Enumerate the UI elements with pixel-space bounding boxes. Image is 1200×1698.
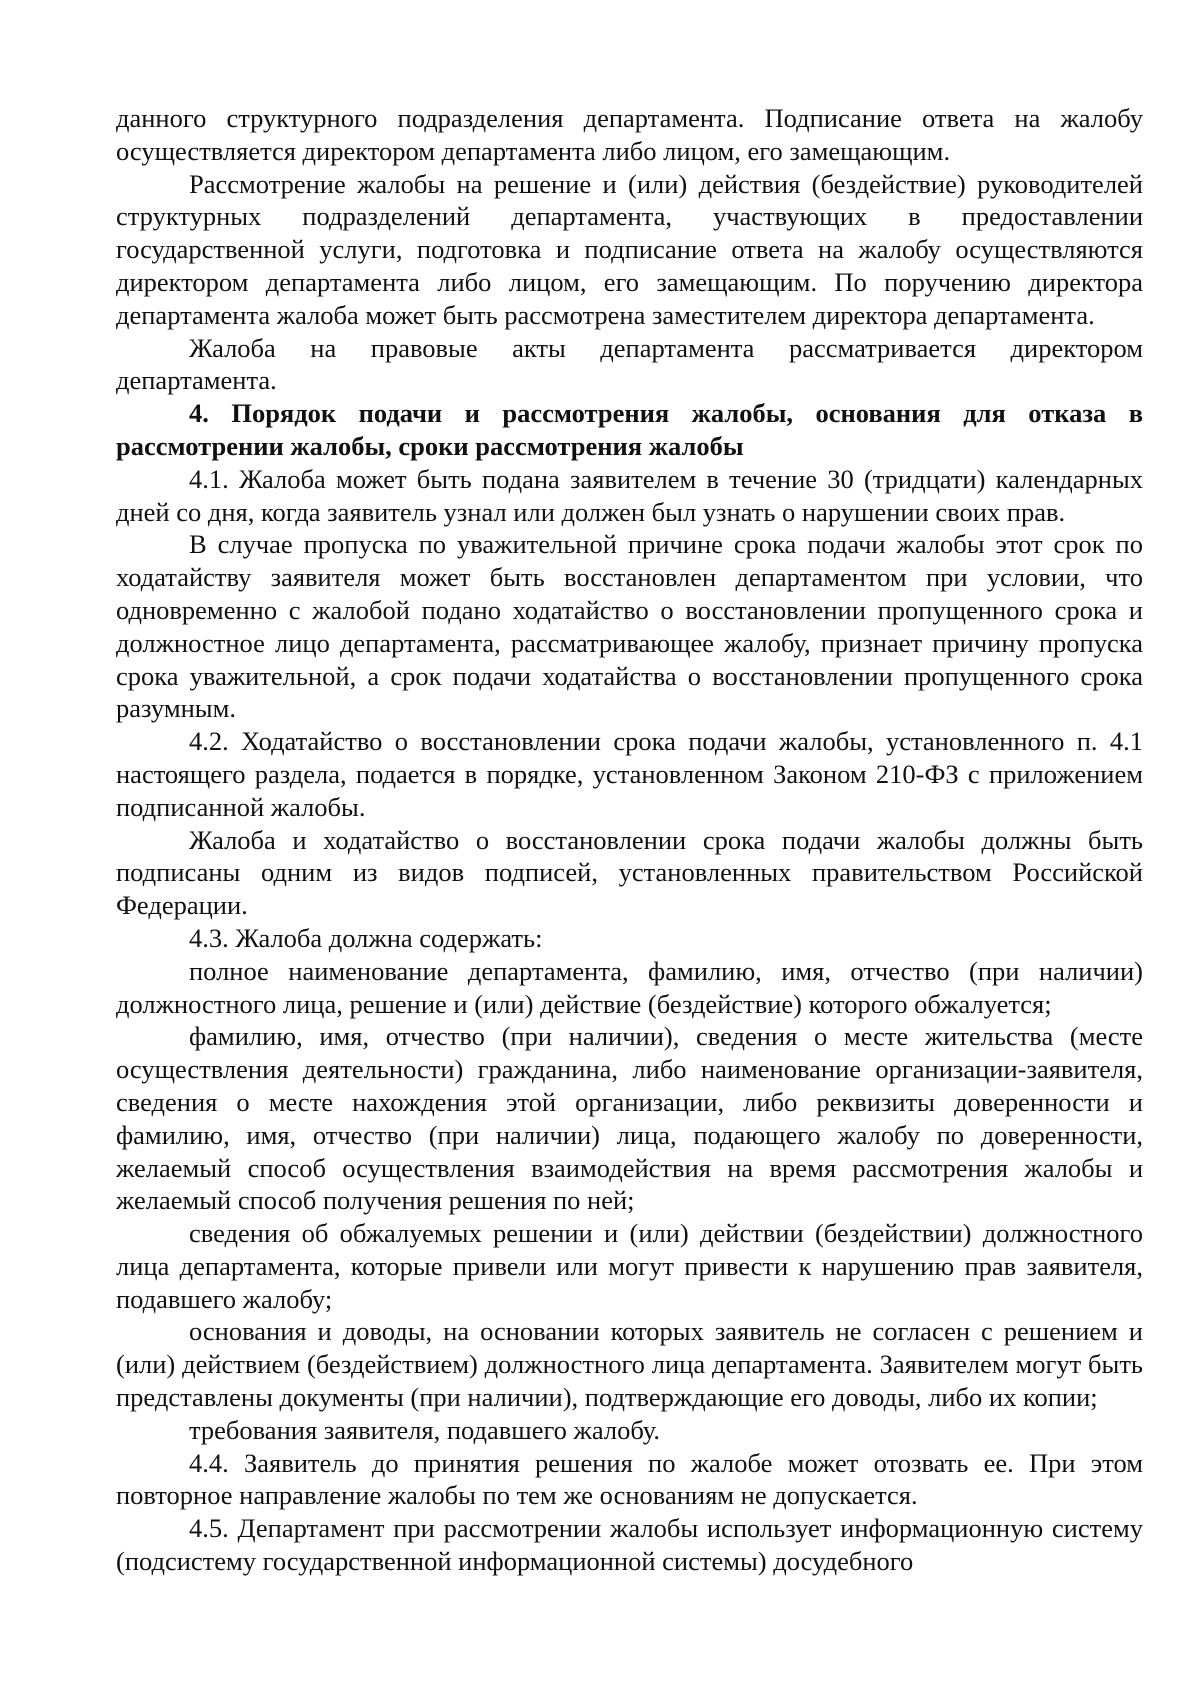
- paragraph-3: Жалоба на правовые акты департамента рассматривается директором департамента.: [116, 332, 1143, 396]
- paragraph-1: данного структурного подразделения департамента. Подписание ответа на жалобу осуществляется директором департамента либо лицом, его замещающим.: [116, 103, 1143, 166]
- paragraph-complaint-item-5: требования заявителя, подавшего жалобу.: [189, 1414, 661, 1445]
- paragraph-4-3: 4.3. Жалоба должна содержать:: [189, 922, 543, 953]
- paragraph-4-5: 4.5. Департамент при рассмотрении жалобы использует информационную систему (подсистему государственной информационной системы) досудебного: [116, 1513, 1143, 1577]
- paragraph-signatures: Жалоба и ходатайство о восстановлении срока подачи жалобы должны быть подписаны одним из видов подписей, установленных правительством Российской Федерации.: [116, 824, 1143, 921]
- paragraph-complaint-item-3: сведения об обжалуемых решении и (или) действии (бездействии) должностного лица департамента, которые привели или могут привести к нарушению прав заявителя, подавшего жалобу;: [116, 1218, 1143, 1314]
- paragraph-complaint-item-1: полное наименование департамента, фамилию, имя, отчество (при наличии) должностного лица, решение и (или) действие (бездействие) которого обжалуется;: [116, 955, 1143, 1019]
- paragraph-4-1: 4.1. Жалоба может быть подана заявителем в течение 30 (тридцати) календарных дней со дня, когда заявитель узнал или должен был узнать о нарушении своих прав.: [116, 463, 1143, 527]
- paragraph-complaint-item-2: фамилию, имя, отчество (при наличии), сведения о месте жительства (месте осуществления деятельности) гражданина, либо наименование организации-заявителя, сведения о месте нахождения этой организации, либо реквизиты доверенности и фамилию, имя, отчество (при наличии) лица, подающего жалобу по доверенности, желаемый способ осуществления взаимодействия на время рассмотрения жалобы и желаемый способ получения решения по ней;: [116, 1021, 1143, 1216]
- paragraph-complaint-item-4: основания и доводы, на основании которых заявитель не согласен с решением и (или) действием (бездействием) должностного лица департамента. Заявителем могут быть представлены документы (при наличии), подтверждающие его доводы, либо их копии;: [116, 1316, 1143, 1413]
- document-page: [116, 102, 1143, 1578]
- paragraph-missed-deadline: В случае пропуска по уважительной причине срока подачи жалобы этот срок по ходатайству заявителя может быть восстановлен департаментом при условии, что одновременно с жалобой подано ходатайство о восстановлении пропущенного срока и должностное лицо департамента, рассматривающее жалобу, признает причину пропуска срока уважительной, а срок подачи ходатайства о восстановлении пропущенного срока разумным.: [116, 529, 1143, 724]
- paragraph-4-4: 4.4. Заявитель до принятия решения по жалобе может отозвать ее. При этом повторное направление жалобы по тем же основаниям не допускается.: [116, 1447, 1143, 1511]
- paragraph-2: Рассмотрение жалобы на решение и (или) действия (бездействие) руководителей структурных подразделений департамента, участвующих в предоставлении государственной услуги, подготовка и подписание ответа на жалобу осуществляются директором департамента либо лицом, его замещающим. По поручению директора департамента жалоба может быть рассмотрена заместителем директора департамента.: [116, 168, 1143, 330]
- section-4-heading: 4. Порядок подачи и рассмотрения жалобы, основания для отказа в рассмотрении жалобы, сроки рассмотрения жалобы: [116, 398, 1143, 461]
- paragraph-4-2: 4.2. Ходатайство о восстановлении срока подачи жалобы, установленного п. 4.1 настоящего раздела, подается в порядке, установленном Законом 210-ФЗ с приложением подписанной жалобы.: [116, 726, 1143, 822]
